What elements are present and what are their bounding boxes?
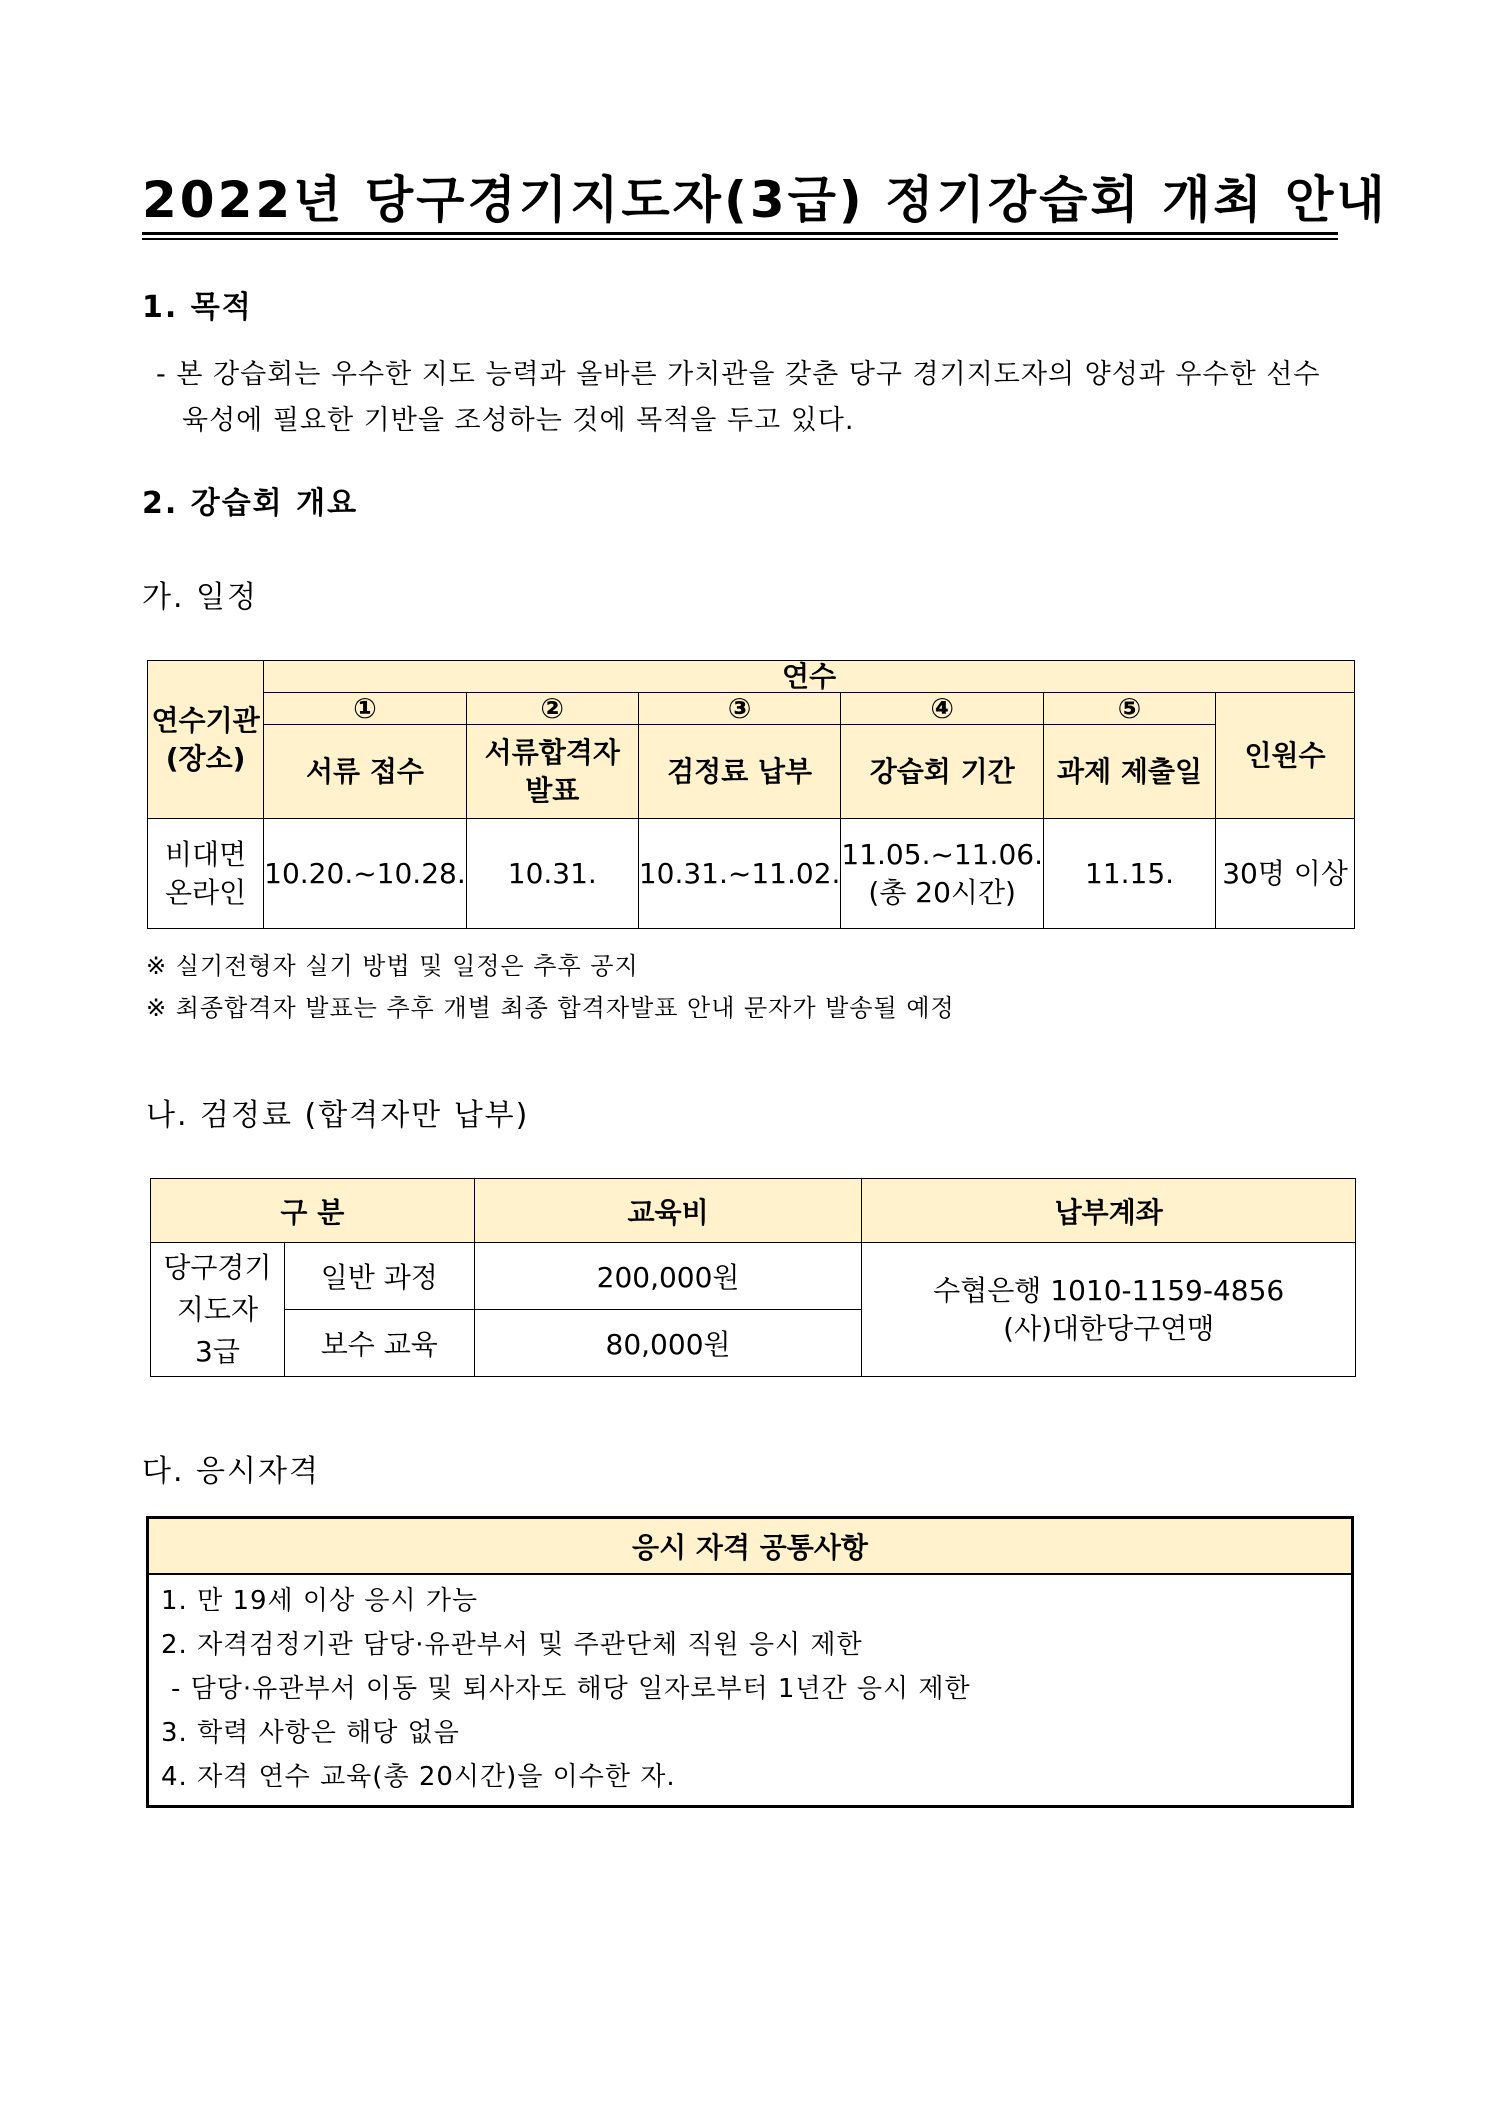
headcount-header: 인원수 <box>1216 693 1355 819</box>
training-group-header: 연수 <box>264 661 1355 693</box>
page-title: 2022년 당구경기지도자(3급) 정기강습회 개최 안내 <box>142 171 1388 229</box>
fee-category: 당구경기 지도자 3급 <box>151 1243 285 1377</box>
fee-amount: 80,000원 <box>474 1310 862 1377</box>
qualification-item: 1. 만 19세 이상 응시 가능 <box>161 1585 479 1616</box>
schedule-value: 10.20.~10.28. <box>264 819 467 929</box>
step-number: ① <box>264 693 467 725</box>
schedule-value: 10.31.~11.02. <box>638 819 841 929</box>
fee-header-account: 납부계좌 <box>862 1179 1356 1243</box>
qualification-list <box>148 1574 1353 1807</box>
qualification-table <box>146 1516 1354 1808</box>
fee-header-category: 구 분 <box>151 1179 475 1243</box>
step-number: ④ <box>841 693 1044 725</box>
schedule-table <box>147 660 1355 929</box>
step-number: ③ <box>638 693 841 725</box>
org-value: 비대면 온라인 <box>148 819 264 929</box>
fee-course: 보수 교육 <box>284 1310 474 1377</box>
org-header: 연수기관 (장소) <box>148 661 264 819</box>
fee-amount: 200,000원 <box>474 1243 862 1310</box>
qualification-item: 3. 학력 사항은 해당 없음 <box>161 1717 460 1748</box>
title-underline-double <box>142 238 1338 240</box>
step-name: 강습회 기간 <box>841 725 1044 819</box>
qualification-item: 2. 자격검정기관 담당·유관부서 및 주관단체 직원 응시 제한 <box>161 1629 863 1660</box>
qualification-item: 4. 자격 연수 교육(총 20시간)을 이수한 자. <box>161 1761 676 1792</box>
step-name: 서류합격자 발표 <box>466 725 638 819</box>
fee-course: 일반 과정 <box>284 1243 474 1310</box>
fee-header-amount: 교육비 <box>474 1179 862 1243</box>
schedule-note: ※ 최종합격자 발표는 추후 개별 최종 합격자발표 안내 문자가 발송될 예정 <box>146 994 955 1022</box>
step-number: ⑤ <box>1043 693 1215 725</box>
qualification-header: 응시 자격 공통사항 <box>148 1518 1353 1574</box>
schedule-value: 11.15. <box>1043 819 1215 929</box>
qualification-subitem: - 담당·유관부서 이동 및 퇴사자도 해당 일자로부터 1년간 응시 제한 <box>171 1673 971 1704</box>
section-overview-heading: 2. 강습회 개요 <box>142 486 359 521</box>
title-underline <box>142 232 1338 235</box>
step-name: 과제 제출일 <box>1043 725 1215 819</box>
fee-table <box>150 1178 1356 1377</box>
section-purpose-heading: 1. 목적 <box>142 290 253 325</box>
schedule-value: 11.05.~11.06. (총 20시간) <box>841 819 1044 929</box>
schedule-label: 가. 일정 <box>142 580 259 615</box>
fee-label: 나. 검정료 (합격자만 납부) <box>146 1098 530 1133</box>
fee-account: 수협은행 1010-1159-4856 (사)대한당구연맹 <box>862 1243 1356 1377</box>
step-name: 서류 접수 <box>264 725 467 819</box>
purpose-text-line1: - 본 강습회는 우수한 지도 능력과 올바른 가치관을 갖춘 당구 경기지도자의 양성과 우수한 선수 <box>156 359 1321 390</box>
step-name: 검정료 납부 <box>638 725 841 819</box>
schedule-value: 10.31. <box>466 819 638 929</box>
step-number: ② <box>466 693 638 725</box>
qualification-label: 다. 응시자격 <box>142 1454 320 1489</box>
schedule-note: ※ 실기전형자 실기 방법 및 일정은 추후 공지 <box>146 952 639 980</box>
purpose-text-line2: 육성에 필요한 기반을 조성하는 것에 목적을 두고 있다. <box>182 405 855 436</box>
headcount-value: 30명 이상 <box>1216 819 1355 929</box>
